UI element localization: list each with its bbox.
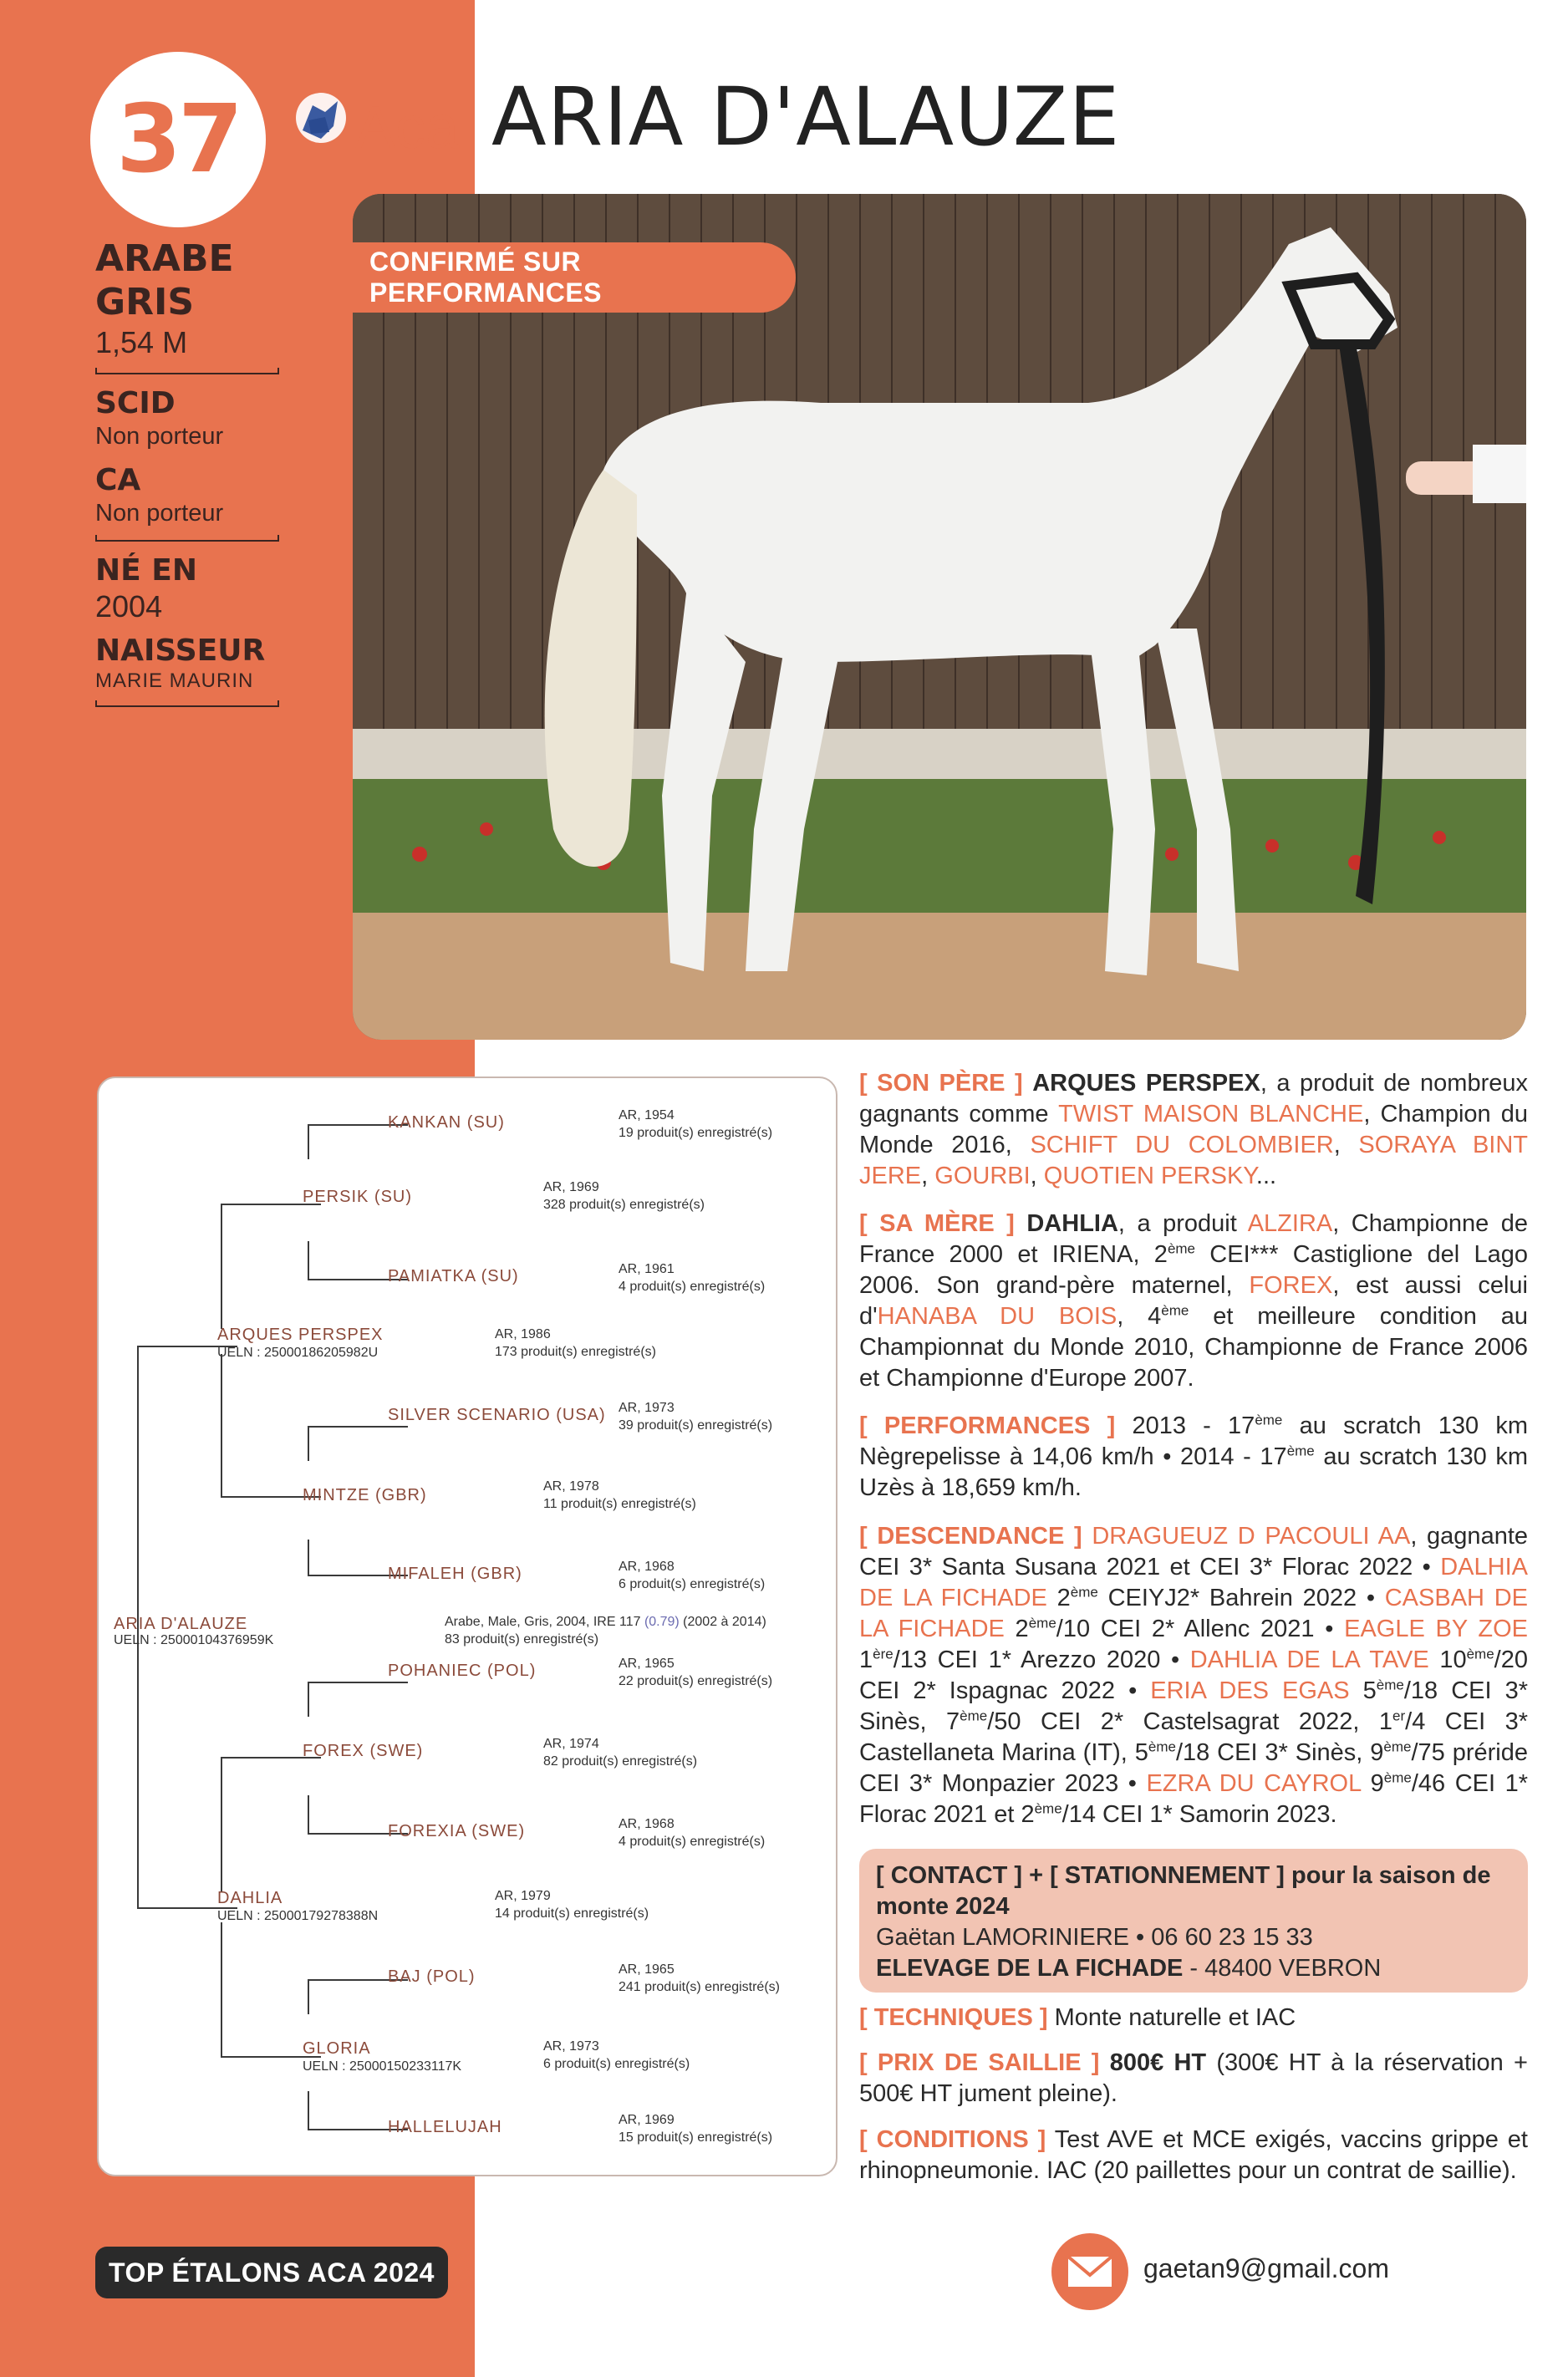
forex-produits: 82 produit(s) enregistré(s) xyxy=(543,1754,698,1769)
performances-paragraph: [ PERFORMANCES ] 2013 - 17ème au scratch 130 km Nègrepelisse à 14,06 km/h • 2014 - 17ème au scratch 130 km Uzès à 18,659 km/h. xyxy=(859,1412,1528,1501)
pedigree-connector xyxy=(308,1979,309,2014)
performance-badge: CONFIRMÉ SUR PERFORMANCES xyxy=(353,242,796,313)
pamiatka-info: AR, 1961 xyxy=(619,1262,675,1276)
dam-paragraph: [ SA MÈRE ] DAHLIA, a produit ALZIRA, Championne de France 2000 et IRIENA, 2ème CEI*** Castiglione del Lago 2006. Son grand-père maternel, FOREX, est aussi celui d'HANABA DU BOIS, 4ème et meilleure condition au Championnat du Monde 2010, Championne de France 2006 et Championne d'Europe 2007. xyxy=(859,1210,1529,1392)
horse-info-panel xyxy=(95,237,279,719)
forexia-produits: 4 produit(s) enregistré(s) xyxy=(619,1835,766,1849)
pedigree-tree xyxy=(97,1077,837,2176)
gloria-ueln: UELN : 25000150233117K xyxy=(303,2059,462,2074)
pamiatka-produits: 4 produit(s) enregistré(s) xyxy=(619,1280,766,1294)
pedigree-mintze: MINTZE (GBR) xyxy=(303,1486,427,1504)
scid-label: SCID xyxy=(95,386,176,420)
breed: ARABE xyxy=(95,237,234,280)
pedigree-connector xyxy=(308,1795,309,1833)
pedigree-connector xyxy=(308,1124,309,1159)
pedigree-pohaniec: POHANIEC (POL) xyxy=(388,1662,537,1680)
persik-produits: 328 produit(s) enregistré(s) xyxy=(543,1198,705,1212)
aria-ueln: UELN : 25000104376959K xyxy=(114,1633,274,1647)
baj-produits: 241 produit(s) enregistré(s) xyxy=(619,1980,780,1994)
contact-phone: Gaëtan LAMORINIERE • 06 60 23 15 33 xyxy=(876,1924,1313,1951)
pedigree-connector xyxy=(221,1204,222,1329)
contact-box xyxy=(859,1849,1528,1993)
dahlia-info: AR, 1979 xyxy=(495,1889,551,1903)
persik-info: AR, 1969 xyxy=(543,1180,599,1194)
arques-info: AR, 1986 xyxy=(495,1327,551,1341)
hallelujah-info: AR, 1969 xyxy=(619,2113,675,2127)
forex-info: AR, 1974 xyxy=(543,1737,599,1751)
breeder-value: MARIE MAURIN xyxy=(95,669,254,692)
pedigree-mifaleh: MIFALEH (GBR) xyxy=(388,1565,522,1583)
breeder-label: NAISSEUR xyxy=(95,634,266,668)
pedigree-arques-perspex: ARQUES PERSPEX xyxy=(217,1326,384,1344)
height: 1,54 M xyxy=(95,325,188,359)
dahlia-produits: 14 produit(s) enregistré(s) xyxy=(495,1906,649,1921)
pedigree-connector xyxy=(221,1354,222,1496)
divider xyxy=(95,705,279,707)
stallion-number-badge xyxy=(90,52,266,227)
kankan-info: AR, 1954 xyxy=(619,1108,675,1122)
conditions-paragraph: [ CONDITIONS ] Test AVE et MCE exigés, vaccins grippe et rhinopneumonie. IAC (20 paillettes pour un contrat de saillie). xyxy=(859,2126,1528,2184)
mifaleh-info: AR, 1968 xyxy=(619,1560,675,1574)
techniques-paragraph: [ TECHNIQUES ] Monte naturelle et IAC xyxy=(859,2004,1296,2031)
pedigree-connector xyxy=(308,2091,309,2129)
pedigree-baj: BAJ (POL) xyxy=(388,1967,476,1986)
scid-value: Non porteur xyxy=(95,423,224,450)
pedigree-connector xyxy=(137,1697,139,1907)
pedigree-connector xyxy=(308,1682,309,1717)
mintze-produits: 11 produit(s) enregistré(s) xyxy=(543,1497,696,1511)
offspring-paragraph: [ DESCENDANCE ] DRAGUEUZ D PACOULI AA, gagnante CEI 3* Santa Susana 2021 et CEI 3* Florac 2022 • DALHIA DE LA FICHADE 2ème CEIYJ2* Bahrein 2022 • CASBAH DE LA FICHADE 2ème/10 CEI 2* Allenc 2021 • EAGLE BY ZOE 1ère/13 CEI 1* Arezzo 2020 • DAHLIA DE LA TAVE 10ème/20 CEI 2* Ispagnac 2022 • ERIA DES EGAS 5ème/18 CEI 3* Sinès, 7ème/50 CEI 2* Castelsagrat 2022, 1er/4 CEI 3* Castellaneta Marina (IT), 5ème/18 CEI 3* Sinès, 9ème/75 préride CEI 3* Monpazier 2023 • EZRA DU CAYROL 9ème/46 CEI 1* Florac 2021 et 2ème/14 CEI 1* Samorin 2023. xyxy=(859,1523,1529,1828)
divider xyxy=(95,373,279,374)
stallion-number: 37 xyxy=(116,85,240,194)
arques-produits: 173 produit(s) enregistré(s) xyxy=(495,1345,656,1359)
pedigree-hallelujah: HALLELUJAH xyxy=(388,2118,502,2136)
hallelujah-produits: 15 produit(s) enregistré(s) xyxy=(619,2130,773,2145)
aca-logo-text: Aca xyxy=(355,94,460,161)
gloria-produits: 6 produit(s) enregistré(s) xyxy=(543,2057,690,2071)
born-value: 2004 xyxy=(95,589,163,624)
page-title: ARIA D'ALAUZE xyxy=(491,70,1121,164)
mintze-info: AR, 1978 xyxy=(543,1479,599,1494)
coat-color: GRIS xyxy=(95,281,195,323)
pedigree-silver-scenario: SILVER SCENARIO (USA) xyxy=(388,1406,606,1424)
horse-photo xyxy=(353,194,1526,1040)
sire-paragraph: [ SON PÈRE ] ARQUES PERSPEX, a produit de nombreux gagnants comme TWIST MAISON BLANCHE, Champion du Monde 2016, SCHIFT DU COLOMBIER, SORAYA BINT JERE, GOURBI, QUOTIEN PERSKY... xyxy=(859,1070,1529,1189)
pedigree-connector xyxy=(308,1426,309,1461)
pedigree-dahlia: DAHLIA xyxy=(217,1889,283,1907)
pedigree-connector xyxy=(308,1540,309,1575)
pedigree-gloria: GLORIA xyxy=(303,2039,371,2058)
forexia-info: AR, 1968 xyxy=(619,1817,675,1831)
pedigree-pamiatka: PAMIATKA (SU) xyxy=(388,1267,519,1285)
email-link[interactable]: gaetan9@gmail.com xyxy=(1143,2253,1389,2283)
mifaleh-produits: 6 produit(s) enregistré(s) xyxy=(619,1577,766,1591)
pedigree-connector xyxy=(221,1757,222,1892)
contact-heading: [ CONTACT ] + [ STATIONNEMENT ] pour la saison de monte 2024 xyxy=(876,1862,1491,1920)
pedigree-forexia: FOREXIA (SWE) xyxy=(388,1822,526,1840)
pedigree-connector xyxy=(308,1241,309,1279)
pedigree-connector xyxy=(308,1682,408,1683)
pedigree-connector xyxy=(308,1426,408,1428)
dahlia-ueln: UELN : 25000179278388N xyxy=(217,1909,379,1923)
baj-info: AR, 1965 xyxy=(619,1962,675,1977)
divider xyxy=(95,540,279,542)
gloria-info: AR, 1973 xyxy=(543,2039,599,2054)
ca-value: Non porteur xyxy=(95,500,224,527)
price-paragraph: [ PRIX DE SAILLIE ] 800€ HT (300€ HT à la réservation + 500€ HT jument pleine). xyxy=(859,2049,1528,2107)
pedigree-kankan: KANKAN (SU) xyxy=(388,1113,505,1132)
pedigree-aria-dalauze: ARIA D'ALAUZE xyxy=(114,1615,248,1633)
ca-label: CA xyxy=(95,463,141,497)
horse-photo-illustration xyxy=(353,194,1526,1040)
aria-info: Arabe, Male, Gris, 2004, IRE 117 (0.79) (2002 à 2014) xyxy=(445,1615,766,1629)
mail-icon[interactable] xyxy=(1051,2233,1128,2310)
pedigree-connector xyxy=(221,1922,222,2056)
pedigree-persik: PERSIK (SU) xyxy=(303,1188,413,1206)
pohaniec-produits: 22 produit(s) enregistré(s) xyxy=(619,1674,773,1688)
pedigree-forex: FOREX (SWE) xyxy=(303,1742,424,1760)
footer-tag: TOP ÉTALONS ACA 2024 xyxy=(95,2247,448,2298)
pohaniec-info: AR, 1965 xyxy=(619,1657,675,1671)
silver-info: AR, 1973 xyxy=(619,1401,675,1415)
silver-produits: 39 produit(s) enregistré(s) xyxy=(619,1418,773,1433)
aria-produits: 83 produit(s) enregistré(s) xyxy=(445,1632,599,1647)
born-label: NÉ EN xyxy=(95,553,197,588)
contact-address: ELEVAGE DE LA FICHADE - 48400 VEBRON xyxy=(876,1955,1382,1982)
kankan-produits: 19 produit(s) enregistré(s) xyxy=(619,1126,773,1140)
arques-ueln: UELN : 25000186205982U xyxy=(217,1346,379,1360)
